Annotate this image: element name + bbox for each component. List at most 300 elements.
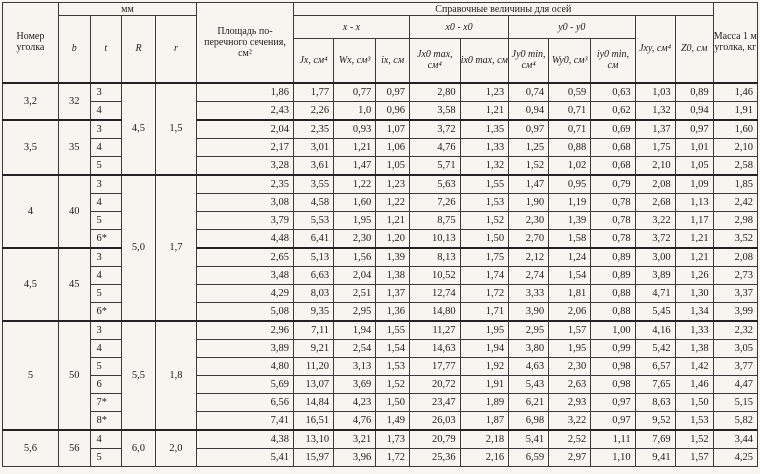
table-row [3, 211, 758, 229]
cell-area: 5,41 [197, 448, 294, 466]
cell-Z0: 1,50 [675, 393, 713, 411]
cell-mass: 1,85 [713, 175, 757, 194]
cell-Wx: 4,76 [334, 411, 376, 430]
cell-ix0: 1,23 [460, 83, 509, 102]
cell-Jy0: 3,90 [509, 302, 549, 321]
cell-Jx: 13,10 [294, 430, 334, 449]
cell-ix: 1,22 [376, 193, 410, 211]
cell-Jx: 9,21 [294, 339, 334, 357]
cell-b: 45 [58, 248, 90, 321]
cell-Wx: 2,54 [334, 339, 376, 357]
header-axis-x0: x0 - x0 [409, 16, 508, 39]
cell-mass: 2,98 [713, 211, 757, 229]
cell-Wx: 1,94 [334, 321, 376, 340]
table-row [3, 375, 758, 393]
cell-t: 5 [90, 357, 122, 375]
cell-ix0: 2,16 [460, 448, 509, 466]
cell-Jy0: 0,74 [509, 83, 549, 102]
cell-ix: 1,20 [376, 229, 410, 248]
cell-t: 3 [90, 120, 122, 139]
cell-area: 5,08 [197, 302, 294, 321]
cell-Wy0: 2,06 [549, 302, 591, 321]
cell-ix: 1,54 [376, 339, 410, 357]
cell-iy0: 0,68 [591, 156, 635, 175]
cell-iy0: 1,00 [591, 321, 635, 340]
cell-r: 1,5 [155, 83, 196, 175]
cell-ix0: 1,75 [460, 248, 509, 267]
cell-ix: 1,49 [376, 411, 410, 430]
cell-ix: 1,72 [376, 448, 410, 466]
header-r: r [155, 16, 196, 83]
header-ref: Справочные величины для осей [294, 3, 714, 16]
cell-Z0: 0,94 [675, 101, 713, 120]
cell-iy0: 0,62 [591, 101, 635, 120]
cell-Z0: 1,57 [675, 448, 713, 466]
cell-iy0: 0,78 [591, 211, 635, 229]
cell-Wy0: 1,19 [549, 193, 591, 211]
cell-area: 2,04 [197, 120, 294, 139]
table-row [3, 101, 758, 120]
cell-Jxy: 5,42 [635, 339, 675, 357]
cell-Jy0: 6,21 [509, 393, 549, 411]
cell-ix: 1,36 [376, 302, 410, 321]
table-row [3, 193, 758, 211]
cell-Jx: 9,35 [294, 302, 334, 321]
cell-Wy0: 0,71 [549, 101, 591, 120]
cell-Wy0: 1,24 [549, 248, 591, 267]
cell-ix0: 1,71 [460, 302, 509, 321]
cell-Wx: 1,47 [334, 156, 376, 175]
cell-Jy0: 1,52 [509, 156, 549, 175]
cell-Jx: 4,58 [294, 193, 334, 211]
cell-area: 6,56 [197, 393, 294, 411]
cell-ix0: 1,35 [460, 120, 509, 139]
cell-iy0: 0,78 [591, 229, 635, 248]
header-number: Номер уголка [3, 3, 59, 83]
cell-R: 5,5 [122, 321, 156, 430]
cell-area: 2,43 [197, 101, 294, 120]
cell-Jx: 6,41 [294, 229, 334, 248]
cell-Jxy: 2,68 [635, 193, 675, 211]
cell-mass: 3,05 [713, 339, 757, 357]
cell-t: 4 [90, 101, 122, 120]
cell-iy0: 0,68 [591, 138, 635, 156]
cell-ix: 1,73 [376, 430, 410, 449]
cell-Z0: 1,01 [675, 138, 713, 156]
cell-ix: 0,96 [376, 101, 410, 120]
cell-t: 5 [90, 156, 122, 175]
header-Jx: Jx, см⁴ [294, 39, 334, 83]
cell-area: 7,41 [197, 411, 294, 430]
cell-Wy0: 1,81 [549, 284, 591, 302]
cell-mass: 4,25 [713, 448, 757, 466]
cell-t: 3 [90, 248, 122, 267]
cell-area: 4,80 [197, 357, 294, 375]
cell-Jx0: 14,80 [409, 302, 460, 321]
cell-Jxy: 3,00 [635, 248, 675, 267]
cell-Jx0: 12,74 [409, 284, 460, 302]
cell-mass: 3,37 [713, 284, 757, 302]
cell-mass: 2,32 [713, 321, 757, 340]
cell-Wy0: 2,52 [549, 430, 591, 449]
cell-Jxy: 5,45 [635, 302, 675, 321]
cell-area: 4,29 [197, 284, 294, 302]
cell-ix0: 1,50 [460, 229, 509, 248]
cell-Wx: 1,95 [334, 211, 376, 229]
cell-Wy0: 1,54 [549, 266, 591, 284]
cell-R: 5,0 [122, 175, 156, 321]
header-Z0: Z0, см [675, 16, 713, 83]
cell-Jx0: 10,13 [409, 229, 460, 248]
cell-Jx0: 5,71 [409, 156, 460, 175]
cell-Wx: 2,04 [334, 266, 376, 284]
cell-Jx0: 2,80 [409, 83, 460, 102]
cell-mass: 3,44 [713, 430, 757, 449]
cell-Wy0: 3,22 [549, 411, 591, 430]
cell-Jx0: 7,26 [409, 193, 460, 211]
cell-iy0: 0,88 [591, 284, 635, 302]
cell-Jy0: 2,12 [509, 248, 549, 267]
cell-Jxy: 6,57 [635, 357, 675, 375]
cell-Jx0: 8,75 [409, 211, 460, 229]
cell-ix0: 1,87 [460, 411, 509, 430]
header-Wx: Wx, см³ [334, 39, 376, 83]
table-row [3, 120, 758, 139]
cell-mass: 2,73 [713, 266, 757, 284]
cell-ix0: 1,32 [460, 156, 509, 175]
cell-mass: 1,60 [713, 120, 757, 139]
header-mass: Масса 1 м уголка, кг [713, 3, 757, 83]
cell-Jx: 3,55 [294, 175, 334, 194]
cell-ix: 1,38 [376, 266, 410, 284]
cell-Jx0: 8,13 [409, 248, 460, 267]
cell-Jx0: 23,47 [409, 393, 460, 411]
cell-Jxy: 1,75 [635, 138, 675, 156]
cell-iy0: 1,10 [591, 448, 635, 466]
cell-Jx: 11,20 [294, 357, 334, 375]
cell-Z0: 1,30 [675, 284, 713, 302]
header-mm: мм [58, 3, 196, 16]
cell-Wx: 1,56 [334, 248, 376, 267]
cell-r: 2,0 [155, 430, 196, 467]
cell-Jy0: 2,30 [509, 211, 549, 229]
cell-Jx0: 5,63 [409, 175, 460, 194]
cell-ix0: 1,33 [460, 138, 509, 156]
cell-t: 4 [90, 339, 122, 357]
cell-Jx0: 20,72 [409, 375, 460, 393]
cell-iy0: 0,79 [591, 175, 635, 194]
cell-iy0: 0,88 [591, 302, 635, 321]
cell-area: 2,35 [197, 175, 294, 194]
table-row [3, 411, 758, 430]
table-row [3, 248, 758, 267]
cell-ix: 1,55 [376, 321, 410, 340]
cell-R: 6,0 [122, 430, 156, 467]
cell-Jxy: 2,08 [635, 175, 675, 194]
table-row [3, 357, 758, 375]
cell-area: 1,86 [197, 83, 294, 102]
header-ix: ix, см [376, 39, 410, 83]
cell-Wx: 2,51 [334, 284, 376, 302]
table-row [3, 83, 758, 102]
cell-number: 3,2 [3, 83, 59, 120]
cell-Z0: 1,17 [675, 211, 713, 229]
cell-Jxy: 8,63 [635, 393, 675, 411]
table-row [3, 266, 758, 284]
cell-Wx: 1,0 [334, 101, 376, 120]
cell-Z0: 1,13 [675, 193, 713, 211]
cell-Wy0: 2,97 [549, 448, 591, 466]
cell-ix: 1,06 [376, 138, 410, 156]
cell-Z0: 1,26 [675, 266, 713, 284]
cell-Jx: 6,63 [294, 266, 334, 284]
table-row [3, 302, 758, 321]
cell-ix0: 1,72 [460, 284, 509, 302]
cell-Jx0: 3,58 [409, 101, 460, 120]
cell-ix0: 1,21 [460, 101, 509, 120]
table-row [3, 393, 758, 411]
cell-ix: 1,37 [376, 284, 410, 302]
cell-t: 6* [90, 302, 122, 321]
cell-Wy0: 0,95 [549, 175, 591, 194]
cell-Z0: 1,21 [675, 229, 713, 248]
cell-Wy0: 0,71 [549, 120, 591, 139]
header-Jx0: Jx0 max, см⁴ [409, 39, 460, 83]
cell-Jx0: 17,77 [409, 357, 460, 375]
cell-Jx: 5,53 [294, 211, 334, 229]
cell-Jx0: 20,79 [409, 430, 460, 449]
cell-Wx: 1,60 [334, 193, 376, 211]
cell-Jxy: 4,16 [635, 321, 675, 340]
cell-b: 50 [58, 321, 90, 430]
cell-area: 3,28 [197, 156, 294, 175]
table-row [3, 430, 758, 449]
cell-Jxy: 2,10 [635, 156, 675, 175]
cell-Wx: 0,77 [334, 83, 376, 102]
cell-ix: 1,53 [376, 357, 410, 375]
cell-Jy0: 2,95 [509, 321, 549, 340]
cell-area: 3,89 [197, 339, 294, 357]
cell-Jy0: 5,41 [509, 430, 549, 449]
cell-number: 3,5 [3, 120, 59, 175]
cell-Z0: 1,46 [675, 375, 713, 393]
cell-Jxy: 1,03 [635, 83, 675, 102]
cell-Wx: 1,22 [334, 175, 376, 194]
header-Jy0: Jy0 min, см⁴ [509, 39, 549, 83]
angle-steel-table [2, 2, 758, 467]
header-axis-x: x - x [294, 16, 410, 39]
cell-Jx: 8,03 [294, 284, 334, 302]
header-area: Площадь по-перечного сечения, см² [197, 3, 294, 83]
cell-Jxy: 9,52 [635, 411, 675, 430]
cell-Z0: 1,52 [675, 430, 713, 449]
cell-area: 4,48 [197, 229, 294, 248]
cell-t: 5 [90, 284, 122, 302]
cell-Wx: 3,96 [334, 448, 376, 466]
table-body [3, 83, 758, 467]
cell-mass: 2,08 [713, 248, 757, 267]
cell-Jx0: 26,03 [409, 411, 460, 430]
cell-Jx: 1,77 [294, 83, 334, 102]
header-ix0: ix0 max, см [460, 39, 509, 83]
cell-Jx: 5,13 [294, 248, 334, 267]
cell-iy0: 0,99 [591, 339, 635, 357]
cell-mass: 5,82 [713, 411, 757, 430]
cell-ix: 1,50 [376, 393, 410, 411]
cell-Jxy: 3,89 [635, 266, 675, 284]
cell-t: 5 [90, 211, 122, 229]
cell-t: 6* [90, 229, 122, 248]
cell-t: 4 [90, 430, 122, 449]
cell-ix0: 1,74 [460, 266, 509, 284]
cell-Wx: 3,13 [334, 357, 376, 375]
cell-Z0: 1,34 [675, 302, 713, 321]
cell-area: 2,17 [197, 138, 294, 156]
cell-mass: 4,47 [713, 375, 757, 393]
cell-Wy0: 1,57 [549, 321, 591, 340]
cell-Wy0: 1,39 [549, 211, 591, 229]
cell-t: 4 [90, 266, 122, 284]
cell-area: 5,69 [197, 375, 294, 393]
cell-ix: 0,97 [376, 83, 410, 102]
cell-Jy0: 5,43 [509, 375, 549, 393]
cell-b: 40 [58, 175, 90, 248]
cell-ix0: 1,52 [460, 211, 509, 229]
cell-ix0: 1,53 [460, 193, 509, 211]
cell-t: 3 [90, 175, 122, 194]
header-iy0: iy0 min, см [591, 39, 635, 83]
cell-Wx: 3,21 [334, 430, 376, 449]
cell-Jy0: 2,70 [509, 229, 549, 248]
cell-iy0: 0,97 [591, 393, 635, 411]
cell-ix: 1,05 [376, 156, 410, 175]
cell-t: 3 [90, 83, 122, 102]
cell-Jx: 14,84 [294, 393, 334, 411]
cell-Jx: 13,07 [294, 375, 334, 393]
cell-Jy0: 2,74 [509, 266, 549, 284]
cell-Jxy: 7,69 [635, 430, 675, 449]
cell-Jxy: 1,32 [635, 101, 675, 120]
cell-Jx: 2,26 [294, 101, 334, 120]
table-row [3, 156, 758, 175]
cell-Z0: 1,21 [675, 248, 713, 267]
cell-mass: 1,91 [713, 101, 757, 120]
cell-Wy0: 0,88 [549, 138, 591, 156]
cell-Jy0: 3,33 [509, 284, 549, 302]
cell-iy0: 0,78 [591, 193, 635, 211]
cell-Jx0: 11,27 [409, 321, 460, 340]
cell-r: 1,7 [155, 175, 196, 321]
cell-ix0: 1,89 [460, 393, 509, 411]
cell-number: 4 [3, 175, 59, 248]
cell-area: 3,48 [197, 266, 294, 284]
cell-t: 7* [90, 393, 122, 411]
cell-Jxy: 7,65 [635, 375, 675, 393]
cell-ix0: 2,18 [460, 430, 509, 449]
cell-Wy0: 2,93 [549, 393, 591, 411]
header-t: t [90, 16, 122, 83]
cell-ix0: 1,55 [460, 175, 509, 194]
cell-ix: 1,52 [376, 375, 410, 393]
cell-Wx: 2,95 [334, 302, 376, 321]
cell-ix: 1,07 [376, 120, 410, 139]
cell-Jy0: 1,25 [509, 138, 549, 156]
cell-b: 56 [58, 430, 90, 467]
cell-Jx0: 25,36 [409, 448, 460, 466]
cell-iy0: 0,69 [591, 120, 635, 139]
table-row [3, 321, 758, 340]
table-row [3, 229, 758, 248]
cell-iy0: 1,11 [591, 430, 635, 449]
cell-area: 4,38 [197, 430, 294, 449]
table-row [3, 138, 758, 156]
cell-Wx: 2,30 [334, 229, 376, 248]
table-row [3, 284, 758, 302]
cell-t: 4 [90, 138, 122, 156]
cell-Jx0: 3,72 [409, 120, 460, 139]
cell-Jx: 7,11 [294, 321, 334, 340]
cell-Jy0: 0,97 [509, 120, 549, 139]
cell-iy0: 0,98 [591, 357, 635, 375]
cell-Wx: 0,93 [334, 120, 376, 139]
cell-mass: 1,46 [713, 83, 757, 102]
cell-Jx: 2,35 [294, 120, 334, 139]
cell-Z0: 1,05 [675, 156, 713, 175]
cell-Z0: 1,33 [675, 321, 713, 340]
cell-Wy0: 1,58 [549, 229, 591, 248]
cell-Jxy: 3,72 [635, 229, 675, 248]
cell-Jx0: 4,76 [409, 138, 460, 156]
cell-r: 1,8 [155, 321, 196, 430]
cell-Jy0: 1,90 [509, 193, 549, 211]
cell-iy0: 0,63 [591, 83, 635, 102]
cell-Jx: 15,97 [294, 448, 334, 466]
cell-Wy0: 0,59 [549, 83, 591, 102]
cell-t: 6 [90, 375, 122, 393]
cell-iy0: 0,98 [591, 375, 635, 393]
cell-Jx: 3,61 [294, 156, 334, 175]
cell-mass: 2,58 [713, 156, 757, 175]
cell-Z0: 0,97 [675, 120, 713, 139]
header-Jxy: Jxy, см⁴ [635, 16, 675, 83]
cell-mass: 3,52 [713, 229, 757, 248]
cell-Jy0: 6,59 [509, 448, 549, 466]
cell-t: 5 [90, 448, 122, 466]
cell-Z0: 1,42 [675, 357, 713, 375]
cell-Jy0: 3,80 [509, 339, 549, 357]
cell-Jy0: 1,47 [509, 175, 549, 194]
cell-mass: 5,15 [713, 393, 757, 411]
header-R: R [122, 16, 156, 83]
cell-Wy0: 1,02 [549, 156, 591, 175]
cell-Jy0: 0,94 [509, 101, 549, 120]
table-row [3, 175, 758, 194]
cell-iy0: 0,89 [591, 266, 635, 284]
cell-iy0: 0,97 [591, 411, 635, 430]
table-row [3, 448, 758, 466]
cell-mass: 3,99 [713, 302, 757, 321]
cell-ix0: 1,92 [460, 357, 509, 375]
cell-R: 4,5 [122, 83, 156, 175]
header-Wy0: Wy0, см³ [549, 39, 591, 83]
cell-area: 2,65 [197, 248, 294, 267]
cell-ix: 1,39 [376, 248, 410, 267]
cell-Wy0: 2,63 [549, 375, 591, 393]
cell-number: 5 [3, 321, 59, 430]
cell-area: 3,79 [197, 211, 294, 229]
cell-Jxy: 4,71 [635, 284, 675, 302]
cell-Z0: 1,09 [675, 175, 713, 194]
